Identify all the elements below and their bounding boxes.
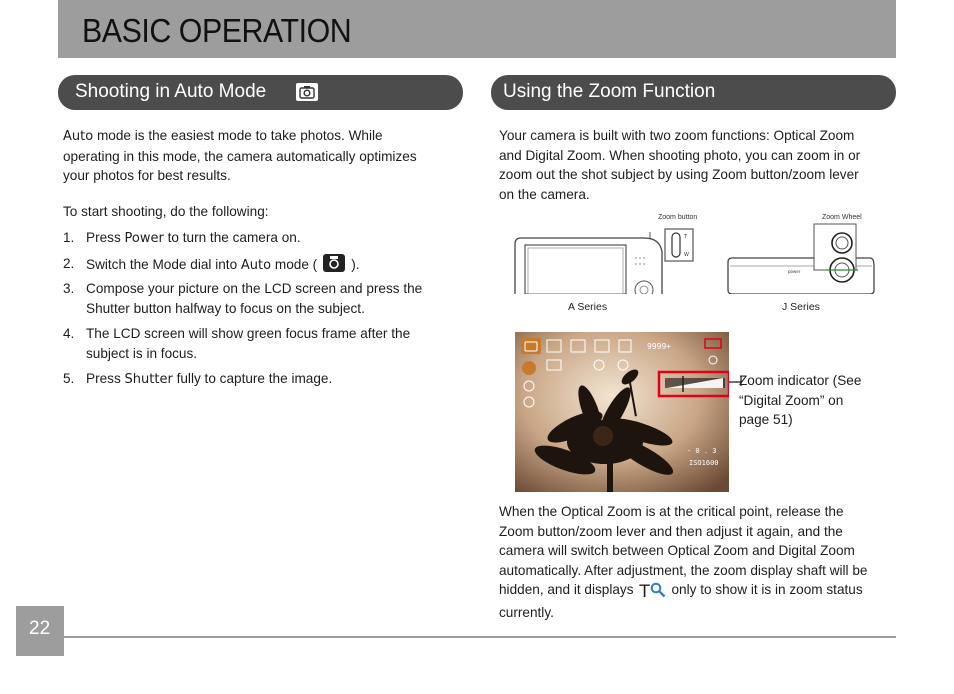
svg-text:W: W [684,252,689,258]
auto-mode-intro [63,126,453,186]
intro-line: and Digital Zoom. When shooting photo, you can zoom in or [499,147,861,163]
step-number: 5. [63,371,75,386]
j-series-caption: J Series [782,301,820,313]
zoom-button-label: Zoom button [658,214,698,221]
caption-line: page 51) [739,412,793,428]
header-bar [58,0,896,58]
outro-line: When the Optical Zoom is at the critical point, release the [499,504,844,519]
intro-line: mode is the easiest mode to take photos. While [93,128,383,143]
camera-icon [323,254,345,272]
step-text: subject is in focus. [86,345,198,361]
page-number-box [16,606,64,656]
shots-remaining: 9999+ [647,342,672,351]
section-header-auto-mode [58,75,463,110]
a-series-caption: A Series [568,301,608,313]
intro-line: operating in this mode, the camera automatically optimizes [63,148,417,164]
page-number: 22 [29,618,51,639]
step-text: Switch the Mode dial into [86,257,241,272]
outro-line: automatically. After adjustment, the zoom display shaft will be [499,562,868,578]
intro-line: Your camera is built with two zoom functions: Optical Zoom [499,128,855,143]
section-header-zoom [491,75,896,110]
section-title-auto-mode: Shooting in Auto Mode [75,81,267,102]
step-number: 4. [63,326,75,341]
zoom-outro [499,502,894,623]
outro-line: hidden, and it displays [499,582,634,598]
page-title: BASIC OPERATION [82,12,352,49]
step-item [63,254,448,276]
flower-photo [515,332,729,492]
caption-line: “Digital Zoom” on [739,392,844,408]
j-series-camera-illustration [726,222,876,294]
zoom-button-callout [664,228,694,262]
intro-line: zoom out the shot subject by using Zoom button/zoom lever [499,167,859,183]
outro-line: only to show it is in zoom status [671,582,863,598]
lcd-display-illustration [515,332,729,492]
magnifier-icon [650,582,666,598]
a-series-camera-illustration [512,222,664,294]
step-text: Press [86,230,125,245]
step-text: Compose your picture on the LCD screen and press the [86,281,423,296]
iso-value: ISO1600 [689,459,719,467]
power-keyword: Power [124,231,164,246]
step-text: Shutter button halfway to focus on the subject. [86,300,365,316]
step-item [63,369,448,390]
outro-line: Zoom button/zoom lever and then adjust it again, and the [499,523,843,539]
auto-keyword: Auto [240,258,272,273]
outro-line: currently. [499,604,554,620]
step-number: 3. [63,281,75,296]
step-text: The LCD screen will show green focus frame after the [86,326,411,341]
intro-line: on the camera. [499,186,590,202]
step-number: 2. [63,256,75,271]
step-text: ). [351,257,360,272]
step-item [63,228,448,249]
intro-line: your photos for best results. [63,168,231,184]
shutter-keyword: Shutter [124,372,173,387]
auto-keyword: Auto [63,129,94,144]
outro-line: camera will switch between Optical Zoom and Digital Zoom [499,543,855,559]
start-instruction: To start shooting, do the following: [63,204,269,219]
caption-line: Zoom indicator (See [739,373,862,388]
zoom-intro [499,126,894,204]
zoom-indicator-caption [739,371,889,430]
section-title-zoom: Using the Zoom Function [503,81,716,102]
ev-value: - 0 . 3 [687,447,717,455]
svg-text:T: T [684,234,688,240]
step-text: to turn the camera on. [163,230,301,245]
tele-letter: T [639,582,650,603]
step-item [63,279,448,318]
step-number: 1. [63,230,75,245]
step-text: Press [86,371,125,386]
zoom-wheel-label: Zoom Wheel [822,214,862,221]
step-text: mode ( [271,257,318,272]
power-label: power [788,269,801,274]
footer-divider [64,636,896,638]
tele-zoom-icon [639,582,665,603]
step-text: fully to capture the image. [172,371,333,386]
step-item [63,324,448,363]
camera-icon [296,83,318,101]
